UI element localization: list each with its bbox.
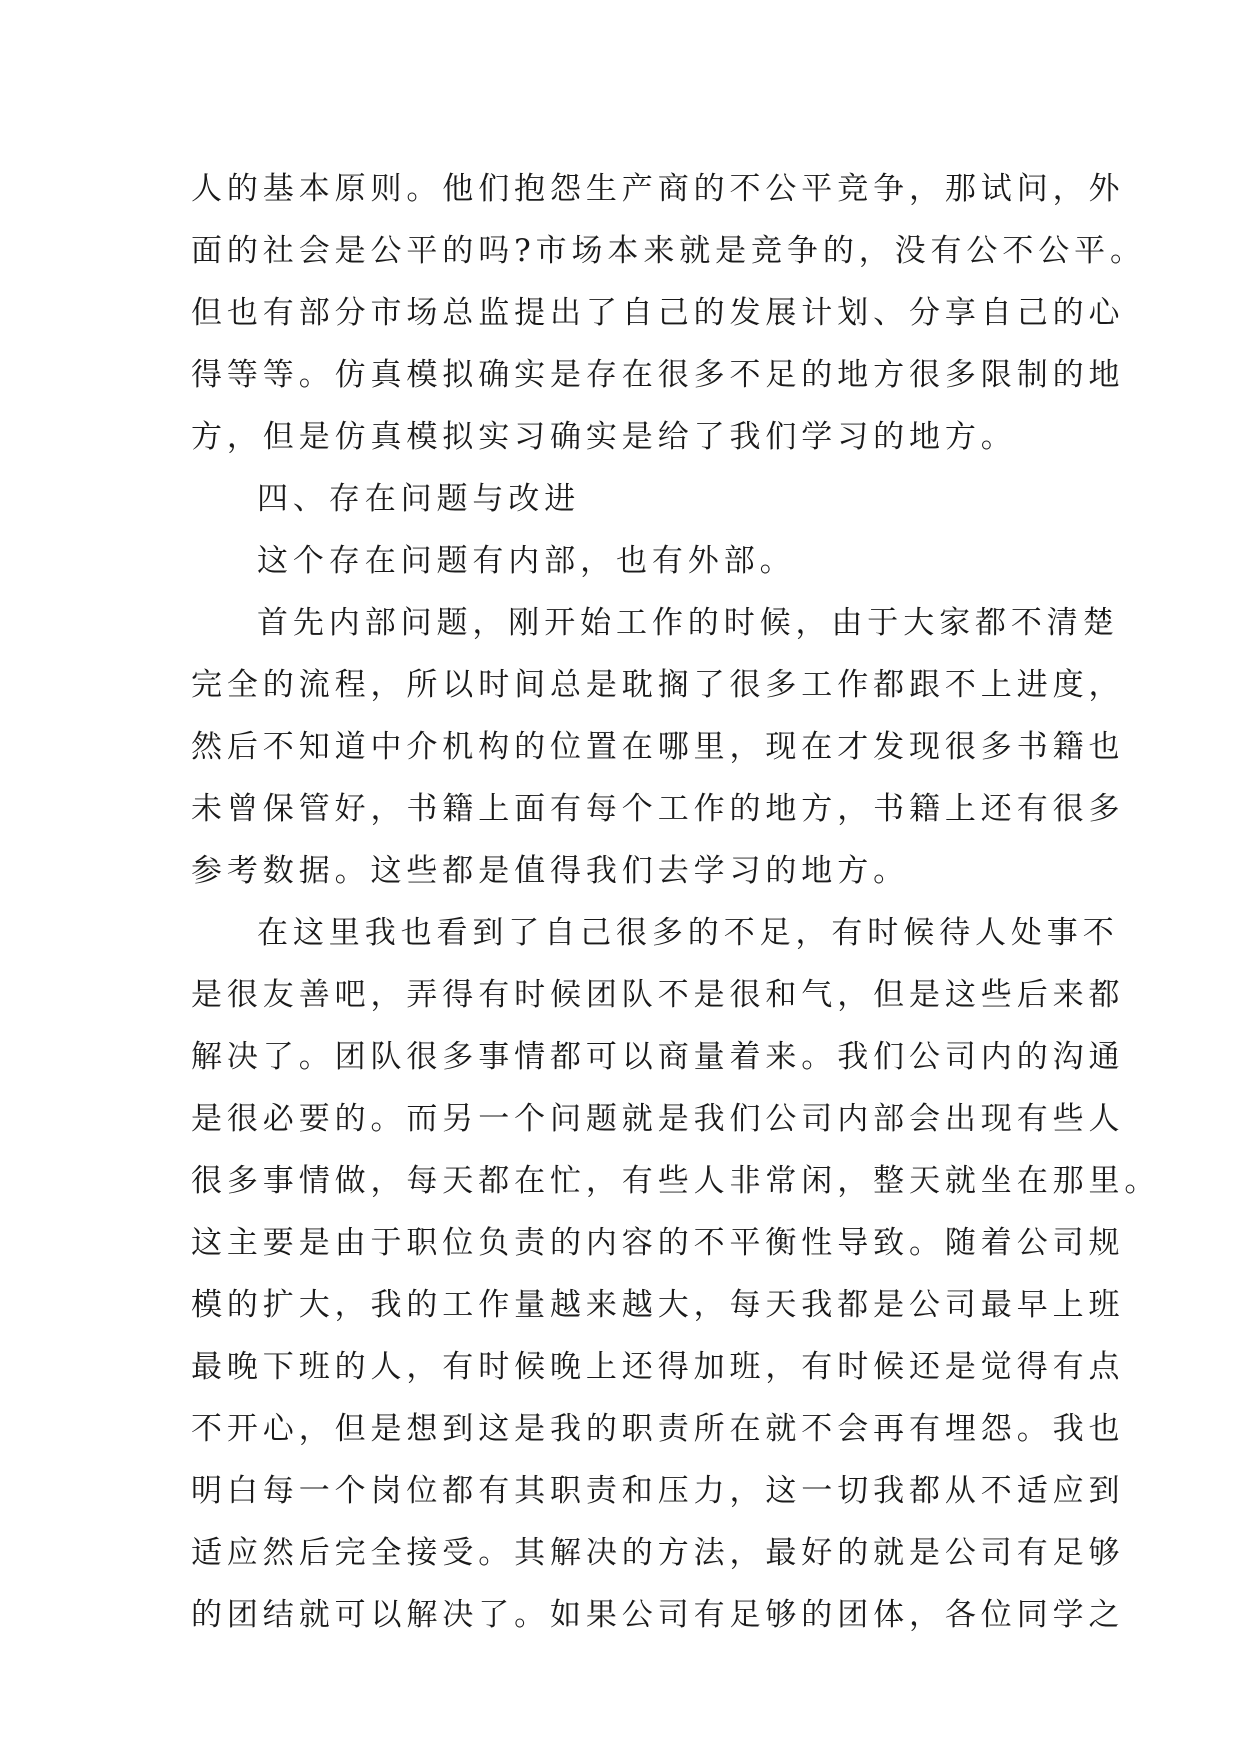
text-line: 最晚下班的人，有时候晚上还得加班，有时候还是觉得有点 bbox=[191, 1349, 1125, 1385]
text-line: 人的基本原则。他们抱怨生产商的不公平竞争，那试问，外 bbox=[191, 171, 1125, 207]
text-line: 然后不知道中介机构的位置在哪里，现在才发现很多书籍也 bbox=[191, 729, 1125, 765]
text-line: 完全的流程，所以时间总是耽搁了很多工作都跟不上进度， bbox=[191, 667, 1125, 703]
text-line: 不开心，但是想到这是我的职责所在就不会再有埋怨。我也 bbox=[191, 1411, 1125, 1447]
text-line: 得等等。仿真模拟确实是存在很多不足的地方很多限制的地 bbox=[191, 357, 1125, 393]
text-line: 方，但是仿真模拟实习确实是给了我们学习的地方。 bbox=[191, 419, 1017, 455]
text-line: 这个存在问题有内部，也有外部。 bbox=[257, 543, 796, 579]
text-line: 的团结就可以解决了。如果公司有足够的团体，各位同学之 bbox=[191, 1597, 1125, 1633]
text-line: 在这里我也看到了自己很多的不足，有时候待人处事不 bbox=[257, 915, 1119, 951]
text-line: 明白每一个岗位都有其职责和压力，这一切我都从不适应到 bbox=[191, 1473, 1125, 1509]
text-line: 面的社会是公平的吗?市场本来就是竞争的，没有公不公平。 bbox=[191, 233, 1146, 269]
section-heading: 四、存在问题与改进 bbox=[257, 481, 581, 517]
text-line: 是很友善吧，弄得有时候团队不是很和气，但是这些后来都 bbox=[191, 977, 1125, 1013]
text-line: 很多事情做，每天都在忙，有些人非常闲，整天就坐在那里。 bbox=[191, 1163, 1161, 1199]
text-line: 是很必要的。而另一个问题就是我们公司内部会出现有些人 bbox=[191, 1101, 1125, 1137]
text-line: 首先内部问题，刚开始工作的时候，由于大家都不清楚 bbox=[257, 605, 1119, 641]
document-body bbox=[191, 158, 1161, 1646]
text-line: 模的扩大，我的工作量越来越大，每天我都是公司最早上班 bbox=[191, 1287, 1125, 1323]
text-line: 这主要是由于职位负责的内容的不平衡性导致。随着公司规 bbox=[191, 1225, 1125, 1261]
text-line: 但也有部分市场总监提出了自己的发展计划、分享自己的心 bbox=[191, 295, 1125, 331]
text-line: 适应然后完全接受。其解决的方法，最好的就是公司有足够 bbox=[191, 1535, 1125, 1571]
text-line: 未曾保管好，书籍上面有每个工作的地方，书籍上还有很多 bbox=[191, 791, 1125, 827]
text-line: 解决了。团队很多事情都可以商量着来。我们公司内的沟通 bbox=[191, 1039, 1125, 1075]
text-line: 参考数据。这些都是值得我们去学习的地方。 bbox=[191, 853, 909, 889]
